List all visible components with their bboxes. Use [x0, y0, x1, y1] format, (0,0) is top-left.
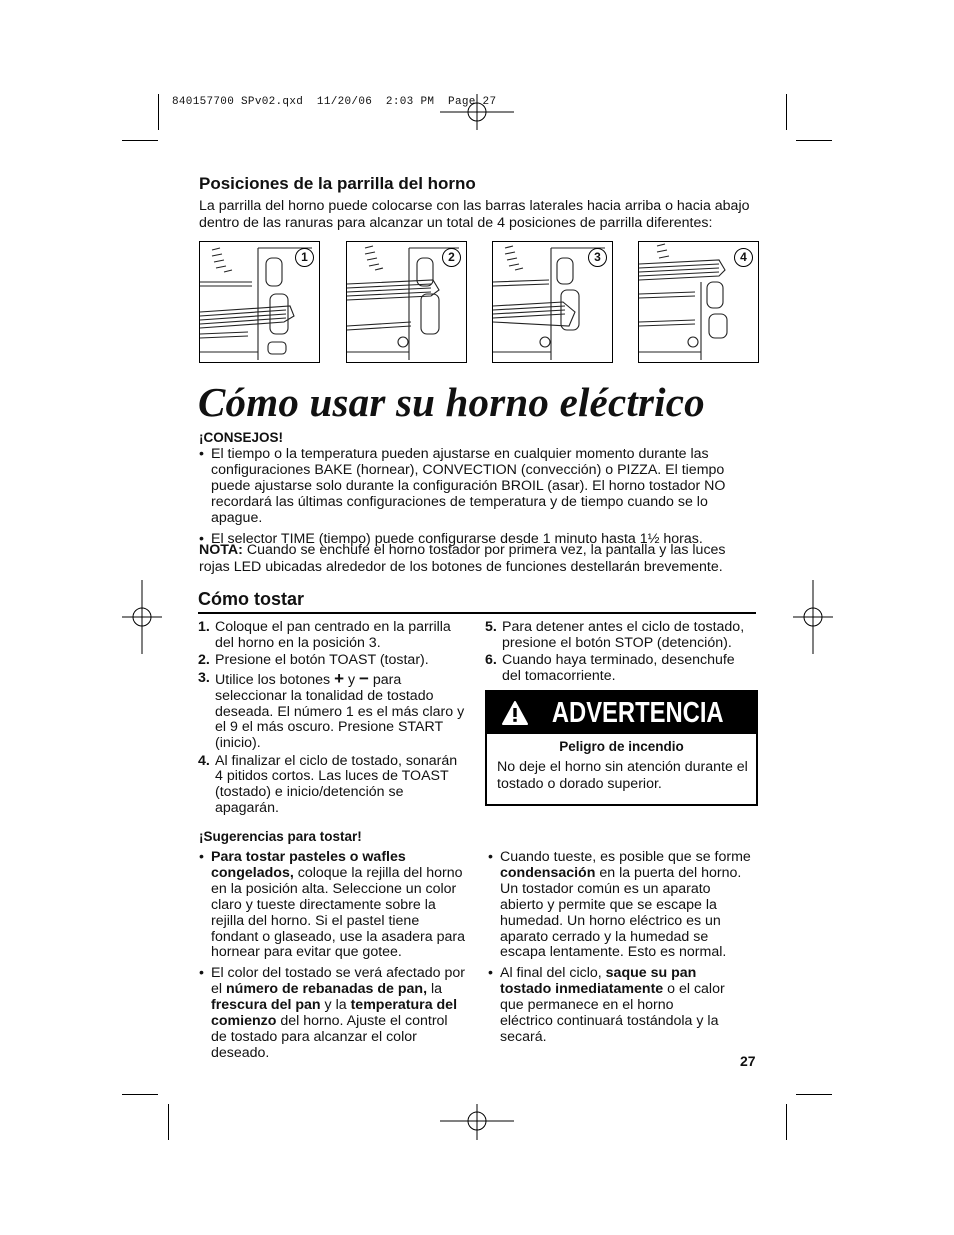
tip-item: • El tiempo o la temperatura pueden ajustarse en cualquier momento durante las configuraciones BAKE (hornear), CONVECTION (convección) o PIZZA. El tiempo puede ajustarse solo durante la configuración BROIL (asar). El horno tostador NO recordará las últimas configuraciones de temperatura y de tiempo cuando se lo apague. [199, 447, 755, 527]
toast-step: 1. Coloque el pan centrado en la parrilla del horno en la posición 3. [198, 619, 451, 651]
toast-step: 3. Utilice los botones + y − para seleccionar la tonalidad de tostado deseada. El número 1 es el más claro y el 9 el más oscuro. Presione START (inicio). [198, 669, 465, 751]
warning-subtitle: Peligro de incendio [559, 739, 684, 754]
toast-heading: Cómo tostar [198, 589, 305, 609]
position-number-badge: 2 [442, 248, 461, 267]
minus-symbol: − [359, 669, 369, 689]
toast-steps-right [485, 620, 755, 687]
suggestion-item: • Para tostar pasteles o wafles congelados, coloque la rejilla del horno en la posición alta. Seleccione un color claro y tueste directamente sobre la rejilla del horno. Si el pastel tiene fondant o glaseado, use la asadera para hornear para evitar que gotee. [199, 850, 465, 961]
rack-position-figure-1 [199, 241, 320, 363]
suggestions-list-left [199, 850, 465, 1067]
position-number-badge: 1 [295, 248, 314, 267]
toast-step: 2. Presione el botón TOAST (tostar). [198, 652, 429, 669]
rack-position-figure-4 [638, 241, 759, 363]
warning-header [487, 692, 756, 734]
rack-position-figure-2 [346, 241, 467, 363]
tips-list [199, 447, 755, 552]
toast-step: 6. Cuando haya terminado, desenchufe del tomacorriente. [485, 652, 735, 685]
suggestions-heading: ¡Sugerencias para tostar! [199, 829, 362, 844]
plus-symbol: + [334, 669, 345, 689]
page-title: Cómo usar su horno eléctrico [198, 379, 705, 425]
note-label: NOTA: [199, 542, 243, 558]
toast-step: 5. Para detener antes el ciclo de tostado, presione el botón STOP (detención). [485, 619, 745, 651]
warning-label: ADVERTENCIA [551, 696, 724, 729]
note-text: Cuando se enchufe el horno tostador por primera vez, la pantalla y las luces rojas LED ubicadas alrededor de los botones de funciones destellarán brevemente. [199, 542, 726, 575]
warning-triangle-icon [501, 700, 529, 726]
suggestion-item: • Cuando tueste, es posible que se forme condensación en la puerta del horno. Un tostador común es un aparato abierto y permite que se escape la humedad. Un horno eléctrico es un aparato cerrado y la humedad se escapa lentamente. Esto es normal. [488, 850, 756, 961]
suggestion-item: • Al final del ciclo, saque su pan tostado inmediatamente o el calor que permanece en el horno eléctrico continuará tostándola y la secará. [488, 966, 730, 1046]
toast-steps-left [198, 620, 466, 818]
toast-step: 4. Al finalizar el ciclo de tostado, sonarán 4 pitidos cortos. Las luces de TOAST (tostado) e inicio/detención se apagarán. [198, 752, 458, 816]
tips-note [199, 542, 755, 575]
print-slug: 840157700 SPv02.qxd 11/20/06 2:03 PM Page 27 [172, 96, 497, 108]
section-divider [198, 612, 756, 614]
rack-description: La parrilla del horno puede colocarse con las barras laterales hacia arriba o hacia abajo dentro de las ranuras para alcanzar un total de 4 posiciones de parrilla diferentes: [199, 198, 750, 231]
page-number: 27 [740, 1053, 756, 1069]
tip-item: • El selector TIME (tiempo) puede configurarse desde 1 minuto hasta 1½ horas. [199, 532, 755, 548]
position-number-badge: 4 [734, 248, 753, 267]
rack-heading: Posiciones de la parrilla del horno [199, 174, 476, 193]
rack-position-figure-3 [492, 241, 613, 363]
warning-box [485, 690, 758, 806]
warning-body: No deje el horno sin atención durante el tostado o dorado superior. [497, 759, 748, 792]
position-number-badge: 3 [588, 248, 607, 267]
suggestions-list-right [488, 850, 756, 1051]
suggestion-item: • El color del tostado se verá afectado por el número de rebanadas de pan, la frescura del pan y la temperatura del comienzo del horno. Ajuste el control de tostado para alcanzar el color deseado. [199, 966, 465, 1061]
tips-heading: ¡CONSEJOS! [199, 430, 284, 445]
